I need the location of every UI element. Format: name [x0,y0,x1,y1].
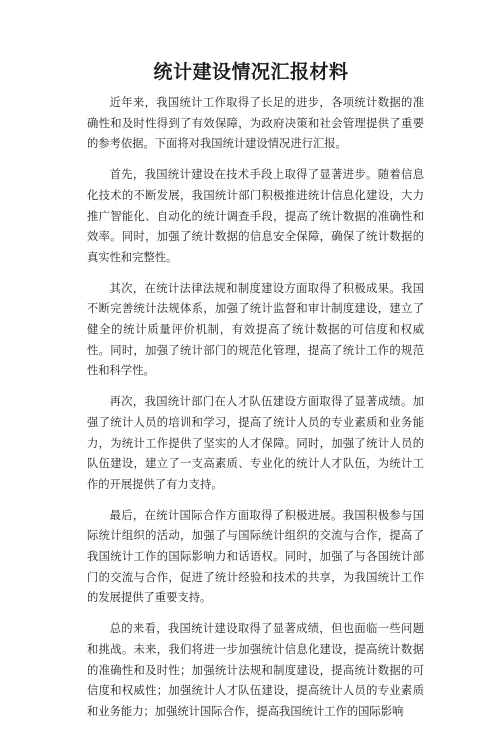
paragraph-talent: 再次，我国统计部门在人才队伍建设方面取得了显著成绩。加强了统计人员的培训和学习，提高了统计人员的专业素质和业务能力，为统计工作提供了坚实的人才保障。同时，加强了统计人员的队伍建设，建立了一支高素质、专业化的统计人才队伍，为统计工作的开展提供了有力支持。 [87,395,424,491]
paragraph-technology: 首先，我国统计建设在技术手段上取得了显著进步。随着信息化技术的不断发展，我国统计部门积极推进统计信息化建设，大力推广智能化、自动化的统计调查手段，提高了统计数据的准确性和效率。同时，加强了统计数据的信息安全保障，确保了统计数据的真实性和完整性。 [87,168,424,264]
document-title: 统计建设情况汇报材料 [153,61,349,83]
document-body [87,93,424,733]
paragraph-international: 最后，在统计国际合作方面取得了积极进展。我国积极参与国际统计组织的活动，加强了与国际统计组织的交流与合作，提高了我国统计工作的国际影响力和话语权。同时，加强了与各国统计部门的交流与合作，促进了统计经验和技术的共享，为我国统计工作的发展提供了重要支持。 [87,508,424,605]
paragraph-legal-system: 其次，在统计法律法规和制度建设方面取得了积极成果。我国不断完善统计法规体系，加强了统计监督和审计制度建设，建立了健全的统计质量评价机制，有效提高了统计数据的可信度和权威性。同时，加强了统计部门的规范化管理，提高了统计工作的规范性和科学性。 [87,281,424,378]
paragraph-summary: 总的来看，我国统计建设取得了显著成绩，但也面临一些问题和挑战。未来，我们将进一步加强统计信息化建设，提高统计数据的准确性和及时性；加强统计法规和制度建设，提高统计数据的可信度和权威性；加强统计人才队伍建设，提高统计人员的专业素质和业务能力；加强统计国际合作，提高我国统计工作的国际影响 [87,622,424,718]
paragraph-intro: 近年来，我国统计工作取得了长足的进步，各项统计数据的准确性和及时性得到了有效保障，为政府决策和社会管理提供了重要的参考依据。下面将对我国统计建设情况进行汇报。 [87,96,424,151]
